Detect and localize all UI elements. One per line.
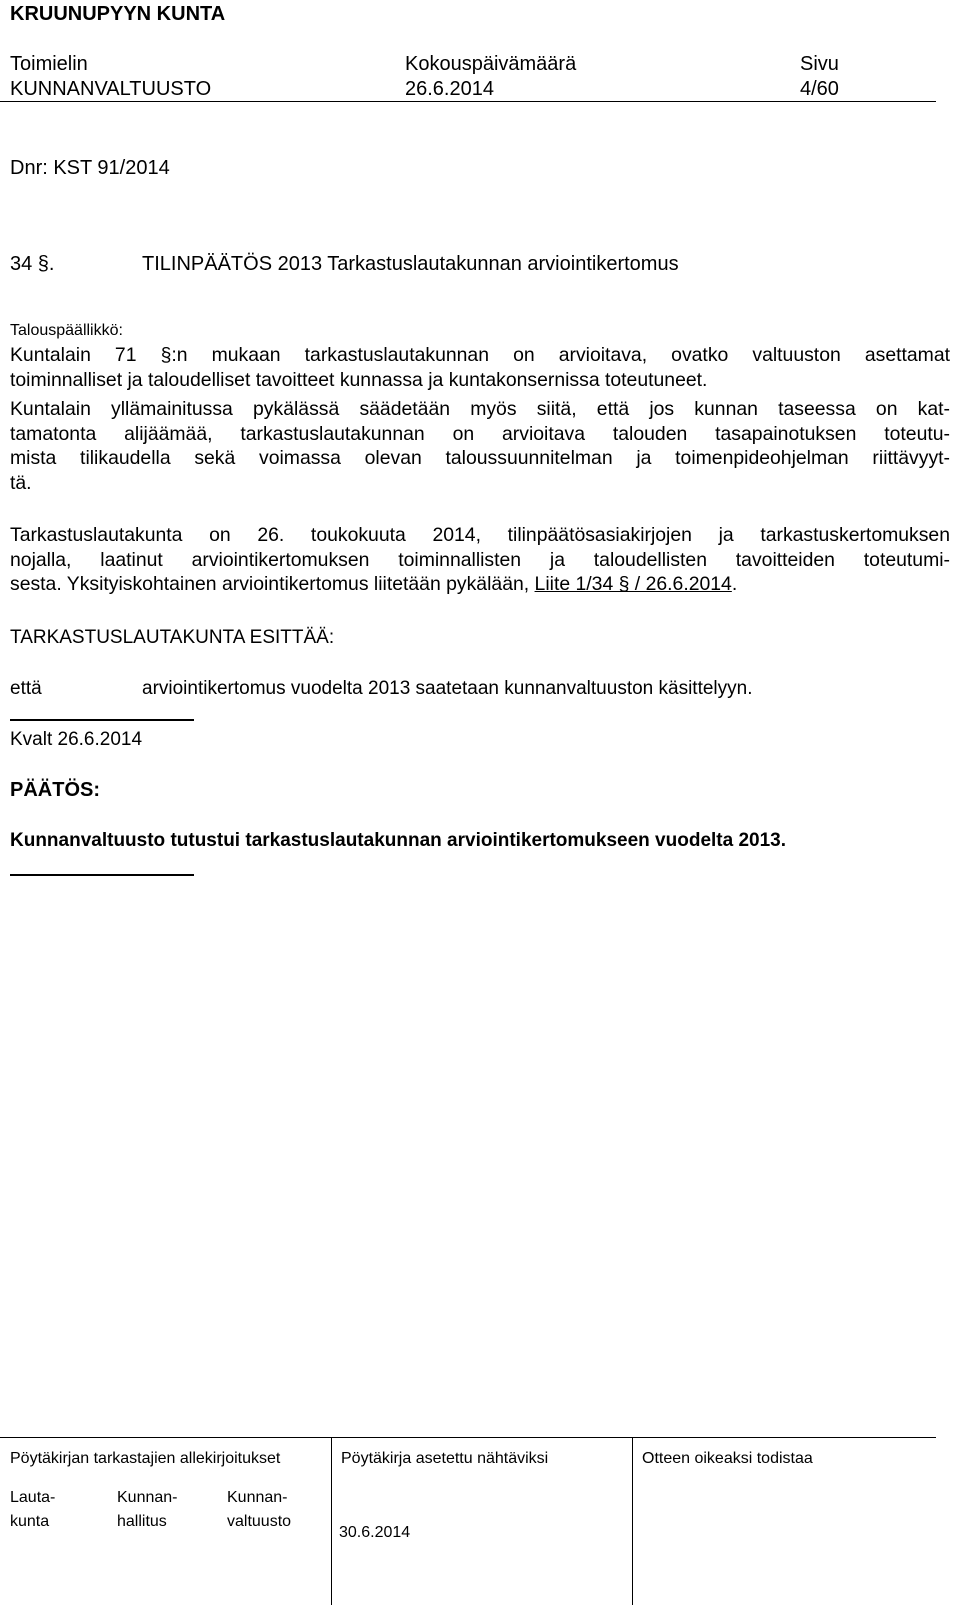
proposal-heading: TARKASTUSLAUTAKUNTA ESITTÄÄ:: [10, 627, 335, 648]
footer-sig-executive-line1: Kunnan-: [117, 1489, 178, 1506]
paragraph-1: [10, 343, 950, 392]
paragraph-line: nojalla, laatinut arviointikertomuksen toiminnallisten ja taloudellisten tavoitteiden toteutumi-: [10, 548, 950, 571]
paragraph-3: [10, 523, 950, 597]
body-value: KUNNANVALTUUSTO: [10, 78, 212, 100]
preparer-label: Talouspäällikkö:: [10, 322, 123, 339]
paragraph-line: Tarkastuslautakunta on 26. toukokuuta 2014, tilinpäätösasiakirjojen ja tarkastuskertomuksen: [10, 524, 950, 546]
section-number: 34 §.: [10, 253, 55, 275]
decision-text: Kunnanvaltuusto tutustui tarkastuslautakunnan arviointikertomukseen vuodelta 2013.: [10, 830, 787, 851]
paragraph-line: tamatonta alijäämää, tarkastuslautakunnan on arvioitava talouden tasapainotuksen toteutu-: [10, 422, 950, 445]
footer-sig-board-line1: Lauta-: [10, 1489, 56, 1506]
paragraph-line: toiminnalliset ja taloudelliset tavoitteet kunnassa ja kuntakonsernissa toteutuneet.: [10, 368, 708, 391]
footer-rule: [0, 1437, 936, 1438]
decision-heading: PÄÄTÖS:: [10, 779, 100, 801]
footer-column-divider: [331, 1437, 332, 1605]
footer-sig-council-line1: Kunnan-: [227, 1489, 288, 1506]
footer-sig-council-line2: valtuusto: [227, 1513, 292, 1530]
document-number: Dnr: KST 91/2014: [10, 157, 170, 179]
organization-name: KRUUNUPYYN KUNTA: [10, 3, 226, 25]
paragraph-2: [10, 397, 950, 495]
divider: [10, 719, 194, 721]
page-label: Sivu: [800, 53, 839, 75]
footer-signatures-title: Pöytäkirjan tarkastajien allekirjoitukset: [10, 1450, 281, 1467]
paragraph-text: .: [731, 573, 738, 596]
section-title: TILINPÄÄTÖS 2013 Tarkastuslautakunnan arviointikertomus: [142, 253, 679, 275]
paragraph-line: mista tilikaudella sekä voimassa olevan taloussuunnitelman ja toimenpideohjelman riittävyyt-: [10, 447, 950, 470]
paragraph-line: Kuntalain 71 §:n mukaan tarkastuslautakunnan on arvioitava, ovatko valtuuston asettamat: [10, 344, 950, 366]
footer-sig-board-line2: kunta: [10, 1513, 50, 1530]
proposal-text: arviointikertomus vuodelta 2013 saatetaan kunnanvaltuuston käsittelyyn.: [142, 678, 753, 699]
meeting-date-label: Kokouspäivämäärä: [405, 53, 577, 75]
footer-posted-date: 30.6.2014: [339, 1524, 411, 1541]
paragraph-text: sesta. Yksityiskohtainen arviointikertomus liitetään pykälään,: [10, 573, 535, 596]
page-number: 4/60: [800, 78, 839, 100]
footer-column-divider: [632, 1437, 633, 1605]
paragraph-line: tä.: [10, 471, 32, 494]
body-reference: Kvalt 26.6.2014: [10, 729, 143, 750]
body-label: Toimielin: [10, 53, 88, 75]
footer-sig-executive-line2: hallitus: [117, 1513, 167, 1530]
attachment-link[interactable]: Liite 1/34 § / 26.6.2014: [534, 573, 732, 596]
footer-posted-title: Pöytäkirja asetettu nähtäviksi: [341, 1450, 549, 1467]
meeting-date-value: 26.6.2014: [405, 78, 494, 100]
footer-certified-title: Otteen oikeaksi todistaa: [642, 1450, 813, 1467]
proposal-label: että: [10, 678, 42, 699]
paragraph-line: Kuntalain yllämainitussa pykälässä säädetään myös siitä, että jos kunnan taseessa on kat-: [10, 398, 950, 420]
paragraph-line: [10, 572, 950, 597]
header-rule: [0, 101, 936, 102]
divider: [10, 874, 194, 876]
